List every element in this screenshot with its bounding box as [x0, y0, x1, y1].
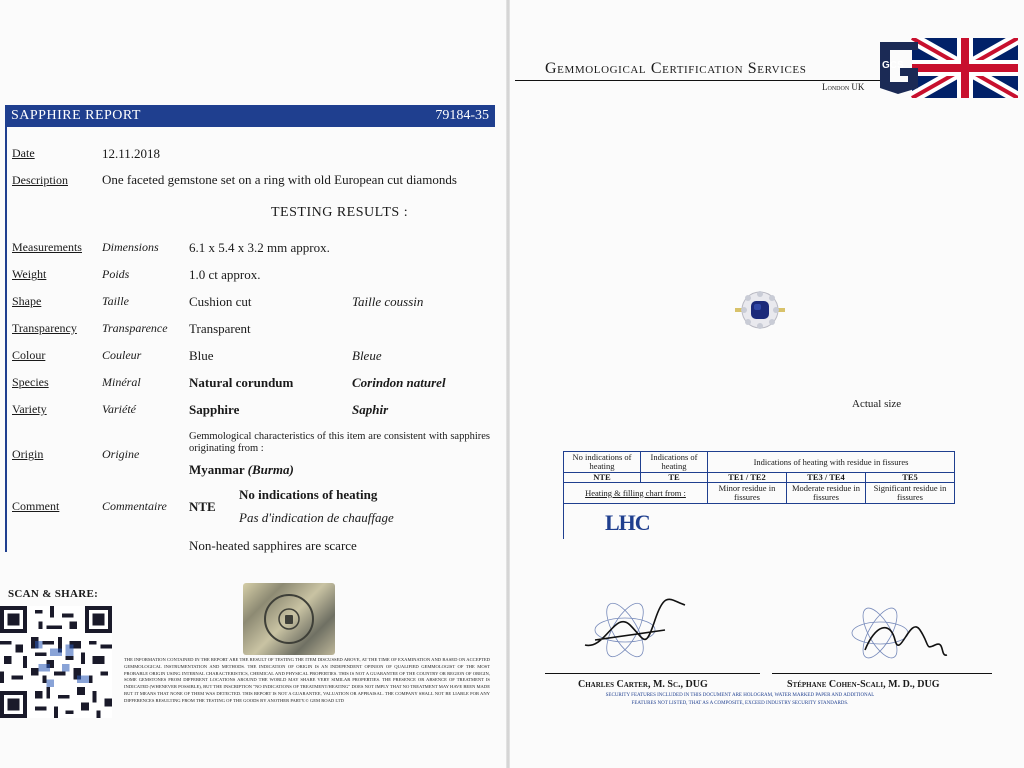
row-value: Natural corundum	[189, 375, 294, 390]
report-number: 79184-35	[435, 108, 489, 123]
origin-value-paren: (Burma)	[247, 462, 294, 477]
signature-carter	[575, 590, 695, 670]
row-french-label: Transparence	[102, 321, 168, 335]
hologram-security-seal	[243, 583, 335, 655]
origin-value: Myanmar	[189, 462, 245, 477]
heat-code-te: TE	[641, 473, 708, 483]
row-french-label: Taille	[102, 294, 129, 308]
heat-moderate: Moderate residue in fissures	[787, 483, 866, 504]
heat-header-none: No indications of heating	[564, 452, 641, 473]
origin-text: Gemmological characteristics of this item are consistent with sapphires originating from :	[189, 431, 490, 454]
comment-fr-label: Commentaire	[102, 499, 167, 513]
security-note: SECURITY FEATURES INCLUDED IN THIS DOCUMENT ARE HOLOGRAM, WATER MARKED PAPER AND ADDITIONAL FEATURES NOT LISTED, THAT AS A COMPOSITE, EXCEED INDUSTRY SECURITY STANDARDS.	[605, 693, 875, 706]
row-value: Cushion cut	[189, 294, 252, 309]
row-label: Shape	[12, 294, 42, 308]
header-rule	[515, 80, 880, 81]
signature-line-2	[772, 673, 992, 674]
heat-header-indications: Indications of heating	[641, 452, 708, 473]
row-value: Sapphire	[189, 402, 240, 417]
date-value: 12.11.2018	[102, 146, 161, 161]
report-left-rule	[5, 127, 7, 552]
heat-significant: Significant residue in fissures	[866, 483, 955, 504]
description-label: Description	[12, 173, 68, 187]
row-label: Variety	[12, 402, 47, 416]
report-disclaimer: THE INFORMATION CONTAINED IN THE REPORT ARE THE RESULT OF TESTING THE ITEM DISCUSSED ABOVE, AT THE TIME OF EXAMINATION AND BASED ON ACCEPTED GEMMOLOGICAL INSTRUMENTATION AND METHODS. THE INDICATION OF ORIGIN IS AN INDEPENDENT OPINION OF QUALIFIED GEMMOLOGIST OF THE MOST PROBABLE ORIGIN USING INTERNAL CHARACTERISTICS, CHEMICAL AND PHYSICAL PROPERTIES. THIS IS NOT A GUARANTEE OF THE COUNTRY OR REGION OF ORIGIN, SOME GEMSTONES FROM DIFFERENT LOCATIONS AROUND THE WORLD MAY SHARE VERY SIMILAR PROPERTIES. THE PRESENCE OR ABSENCE OF TREATMENT IS INDICATED (WHENEVER POSSIBLE), BUT THE INSCRIPTION "NO INDICATIONS OF TREATMENT/HEATING" DOES NOT IMPLY THAT NO TREATMENT MAY HAVE BEEN MADE BUT IT MEANS THAT NONE OF THEM WAS DETECTED. THIS REPORT IS NOT A GUARANTEE, VALUATION OR APPRAISAL. THE COMPANY SHALL NOT BE LIABLE FOR ANY DIFFERENCES RESULTING FROM THE TESTING OF THE GOODS BY ANOTHER PARTY.© GEM ROAD LTD	[124, 657, 490, 703]
lhc-rule	[563, 503, 564, 539]
row-french-value: Taille coussin	[352, 294, 424, 309]
row-label: Weight	[12, 267, 47, 281]
row-label: Measurements	[12, 240, 82, 254]
row-label: Colour	[12, 348, 46, 362]
row-french-label: Dimensions	[102, 240, 159, 254]
description-value: One faceted gemstone set on a ring with old European cut diamonds	[102, 172, 457, 187]
origin-label: Origin	[12, 447, 44, 461]
signature-line-1	[545, 673, 760, 674]
row-french-label: Variété	[102, 402, 136, 416]
scarcity-note: Non-heated sapphires are scarce	[189, 538, 357, 553]
lhc-logo: LHC	[605, 510, 650, 535]
testing-results-heading: TESTING RESULTS :	[271, 205, 409, 220]
origin-value-wrap	[189, 462, 294, 478]
gcs-logo-text: GCS	[882, 60, 904, 71]
org-location: London UK	[822, 82, 865, 92]
row-value: 1.0 ct approx.	[189, 267, 261, 282]
row-french-label: Minéral	[102, 375, 141, 389]
row-french-value: Bleue	[352, 348, 382, 363]
heating-chart-table	[563, 451, 955, 504]
signer-2-name: Stéphane Cohen-Scali, M. D., DUG	[787, 679, 940, 690]
row-french-value: Corindon naturel	[352, 375, 446, 390]
actual-size-label: Actual size	[852, 398, 902, 410]
origin-fr-label: Origine	[102, 447, 140, 461]
row-value: Transparent	[189, 321, 251, 336]
heat-minor: Minor residue in fissures	[708, 483, 787, 504]
signer-1-name: Charles Carter, M. Sc., DUG	[578, 679, 708, 690]
date-label: Date	[12, 146, 35, 160]
heat-chart-source-label: Heating & filling chart from :	[564, 483, 708, 504]
heat-header-residue: Indications of heating with residue in fissures	[708, 452, 955, 473]
heat-code-te34: TE3 / TE4	[787, 473, 866, 483]
signature-cohen-scali	[835, 595, 955, 670]
comment-code: NTE	[189, 499, 216, 514]
report-title: SAPPHIRE REPORT	[11, 108, 141, 123]
row-french-label: Poids	[102, 267, 130, 281]
comment-french: Pas d'indication de chauffage	[239, 510, 394, 525]
comment-label: Comment	[12, 499, 60, 513]
report-banner	[5, 105, 495, 127]
gcs-logo	[878, 38, 1018, 98]
row-label: Species	[12, 375, 49, 389]
heat-code-te5: TE5	[866, 473, 955, 483]
row-value: Blue	[189, 348, 214, 363]
ring-photo	[735, 285, 785, 335]
heat-code-te12: TE1 / TE2	[708, 473, 787, 483]
row-french-label: Couleur	[102, 348, 142, 362]
heat-code-nte: NTE	[564, 473, 641, 483]
scan-share-label: SCAN & SHARE:	[8, 588, 99, 600]
row-label: Transparency	[12, 321, 77, 335]
row-french-value: Saphir	[352, 402, 389, 417]
row-value: 6.1 x 5.4 x 3.2 mm approx.	[189, 240, 330, 255]
org-name: Gemmological Certification Services	[545, 60, 807, 77]
qr-code[interactable]	[0, 606, 112, 718]
comment-english: No indications of heating	[239, 487, 378, 502]
